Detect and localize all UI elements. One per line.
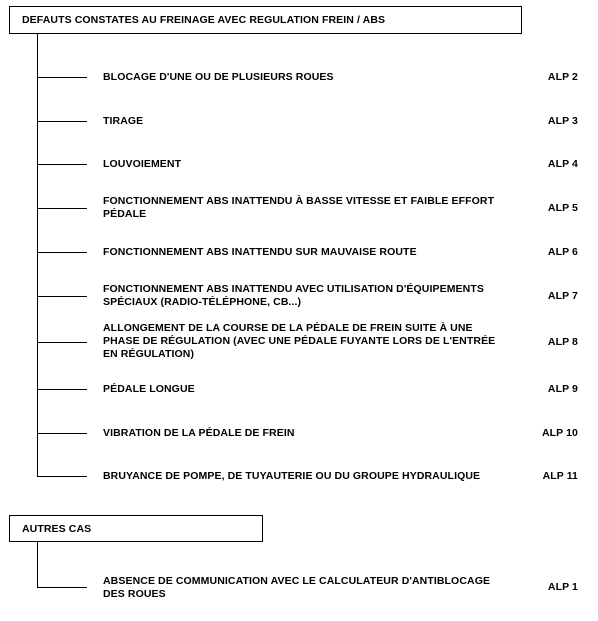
tree-branch-line <box>37 164 87 165</box>
list-item[interactable]: LOUVOIEMENT <box>103 158 182 170</box>
tree-branch-line <box>37 121 87 122</box>
list-item[interactable]: ABSENCE DE COMMUNICATION AVEC LE CALCULATEUR D'ANTIBLOCAGE DES ROUES <box>103 575 491 600</box>
section-header-braking-defects <box>9 6 522 34</box>
tree-branch-line <box>37 433 87 434</box>
list-item[interactable]: BLOCAGE D'UNE OU DE PLUSIEURS ROUES <box>103 71 334 83</box>
tree-trunk-line <box>37 34 38 477</box>
list-item[interactable]: FONCTIONNEMENT ABS INATTENDU SUR MAUVAISE ROUTE <box>103 246 417 258</box>
tree-branch-line <box>37 476 87 477</box>
list-item[interactable]: TIRAGE <box>103 115 144 127</box>
tree-branch-line <box>37 296 87 297</box>
alp-code[interactable]: ALP 6 <box>547 246 578 258</box>
list-item[interactable]: VIBRATION DE LA PÉDALE DE FREIN <box>103 427 295 439</box>
alp-code[interactable]: ALP 1 <box>547 581 578 593</box>
alp-code[interactable]: ALP 11 <box>542 470 578 482</box>
tree-branch-line <box>37 587 87 588</box>
tree-branch-line <box>37 389 87 390</box>
list-item[interactable]: BRUYANCE DE POMPE, DE TUYAUTERIE OU DU GROUPE HYDRAULIQUE <box>103 470 481 482</box>
section-title: DEFAUTS CONSTATES AU FREINAGE AVEC REGULATION FREIN / ABS <box>22 14 386 26</box>
tree-branch-line <box>37 342 87 343</box>
alp-code[interactable]: ALP 7 <box>547 290 578 302</box>
section-header-other-cases <box>9 515 263 542</box>
tree-trunk-line <box>37 542 38 588</box>
tree-branch-line <box>37 77 87 78</box>
section-title: AUTRES CAS <box>22 522 92 535</box>
alp-code[interactable]: ALP 4 <box>547 158 578 170</box>
alp-code[interactable]: ALP 2 <box>547 71 578 83</box>
tree-branch-line <box>37 252 87 253</box>
list-item[interactable]: FONCTIONNEMENT ABS INATTENDU À BASSE VITESSE ET FAIBLE EFFORT PÉDALE <box>103 195 495 220</box>
list-item[interactable]: ALLONGEMENT DE LA COURSE DE LA PÉDALE DE FREIN SUITE À UNE PHASE DE RÉGULATION (AVEC UNE PÉDALE FUYANTE LORS DE L'ENTRÉE EN RÉGULATION) <box>103 322 496 360</box>
list-item[interactable]: FONCTIONNEMENT ABS INATTENDU AVEC UTILISATION D'ÉQUIPEMENTS SPÉCIAUX (RADIO-TÉLÉPHONE, CB...) <box>103 283 484 308</box>
tree-branch-line <box>37 208 87 209</box>
list-item[interactable]: PÉDALE LONGUE <box>103 383 195 395</box>
alp-code[interactable]: ALP 9 <box>547 383 578 395</box>
alp-code[interactable]: ALP 3 <box>547 115 578 127</box>
alp-code[interactable]: ALP 10 <box>541 427 578 439</box>
alp-code[interactable]: ALP 5 <box>547 202 578 214</box>
alp-code[interactable]: ALP 8 <box>547 336 578 348</box>
